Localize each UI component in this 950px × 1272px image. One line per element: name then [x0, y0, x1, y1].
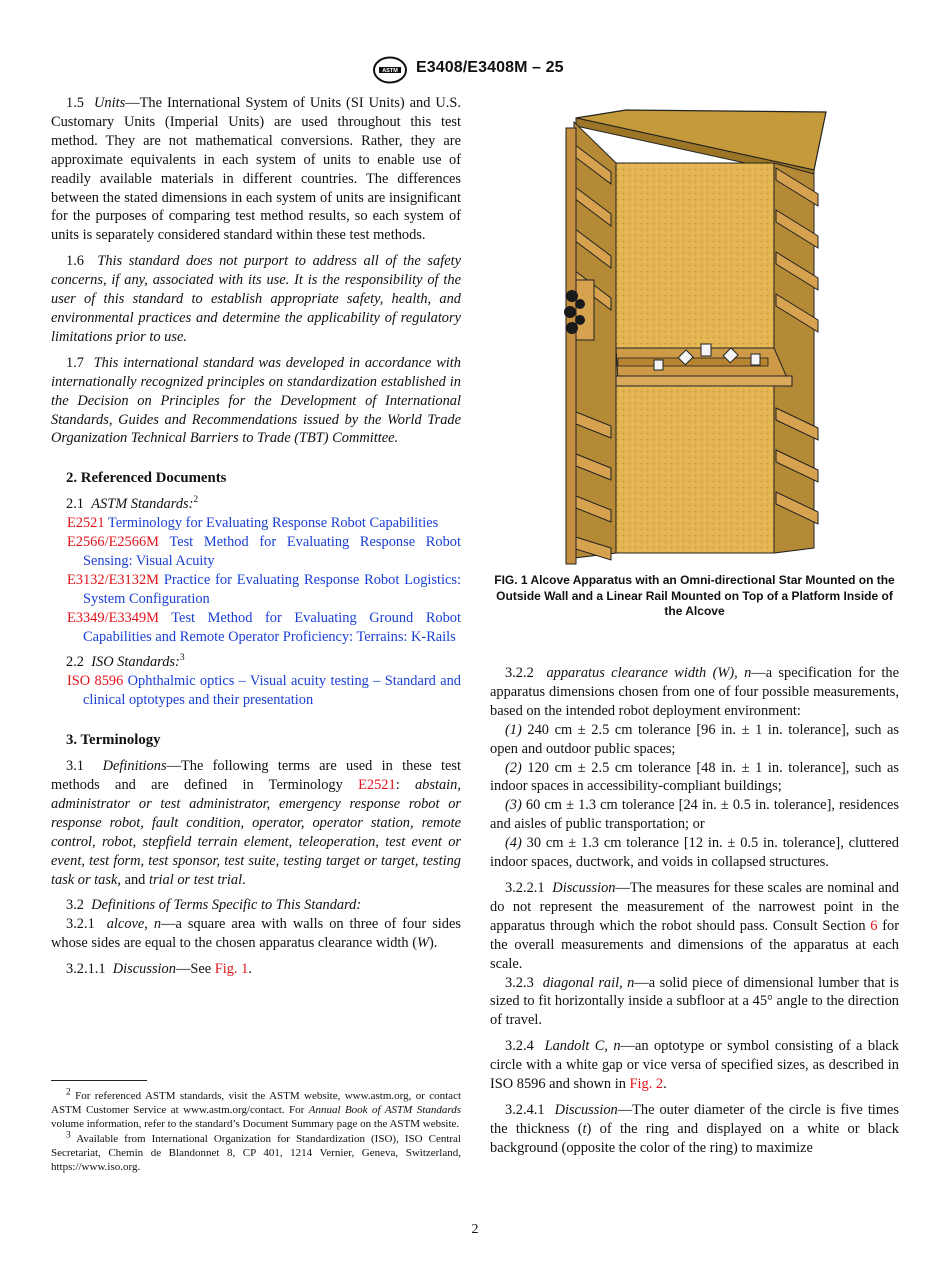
item-number: (4) — [505, 835, 522, 852]
paragraph-1-7: 1.7 This international standard was developed in accordance with internationally recognized principles on standardization established in the Decision on Principles for the Development of International Standards, Guides and Recommendations issued by the World Trade Organization Technical Barriers to Trade (TBT) Committee. — [51, 354, 461, 447]
clearance-width-item — [490, 796, 899, 834]
svg-text:ASTM: ASTM — [382, 68, 398, 75]
figure-2-link[interactable]: Fig. 2 — [629, 1076, 664, 1093]
subsection-2-1: 2.1 ASTM Standards:$^2$ — [66, 495, 199, 513]
reference-code-link[interactable]: E3132/E3132M — [67, 571, 159, 588]
page-header — [0, 56, 950, 84]
item-text: 30 cm ± 1.3 cm tolerance [12 in. ± 0.5 in. tolerance], cluttered indoor spaces, ductwork, and voids in collapsed structures. — [490, 835, 899, 871]
clearance-width-item — [490, 759, 899, 797]
footnote-2: $^2$ For referenced ASTM standards, visit the ASTM website, www.astm.org, or contact ASTM Customer Service at www.astm.org/contact. For Annual Book of ASTM Standards volume information, refer to the standard’s Document Summary page on the ASTM website. — [51, 1087, 462, 1131]
reference-title-link[interactable]: Test Method for Evaluating Ground Robot Capabilities and Remote Operator Proficiency: Terrains: K-Rails — [83, 609, 461, 645]
clearance-width-item — [490, 721, 899, 759]
item-text: 60 cm ± 1.3 cm tolerance [24 in. ± 0.5 in. tolerance], residences and aisles of public transportation; or — [490, 797, 899, 833]
footnote-rule — [51, 1080, 147, 1081]
paragraph-3-2-2-1: 3.2.2.1 Discussion—The measures for these scales are nominal and do not represent the measurement of the narrowest point in the apparatus through which the robot should pass. Consult Section 6 for the overall measurements and dimensions of the apparatus at each scale. — [490, 879, 899, 972]
item-number: (3) — [505, 797, 522, 814]
paragraph-3-2-2: 3.2.2 apparatus clearance width (W), n—a specification for the apparatus dimensions chosen from one of four possible measurements, based on the intended robot deployment environment: — [490, 665, 899, 719]
reference-title-link[interactable]: Practice for Evaluating Response Robot Logistics: System Configuration — [83, 571, 461, 607]
section-2-heading: 2. Referenced Documents — [66, 470, 227, 487]
alcove-apparatus-figure — [556, 108, 832, 566]
reference-code-link[interactable]: E2521 — [67, 515, 105, 532]
paragraph-3-2-1: 3.2.1 alcove, n—a square area with walls on three of four sides whose sides are equal to the chosen apparatus clearance width (W). — [51, 916, 461, 952]
footnotes — [51, 1089, 461, 1174]
clearance-width-list — [490, 721, 899, 872]
figure-1-link[interactable]: Fig. 1 — [214, 961, 249, 978]
figure-1-caption: FIG. 1 Alcove Apparatus with an Omni-directional Star Mounted on the Outside Wall and a Linear Rail Mounted on Top of a Platform Inside of the Alcove — [494, 573, 895, 619]
terminology-link-e2521[interactable]: E2521 — [358, 777, 396, 793]
item-text: 120 cm ± 2.5 cm tolerance [48 in. ± 1 in. tolerance], such as indoor spaces in accessibility-compliant buildings; — [490, 759, 899, 795]
clearance-width-item — [490, 834, 899, 872]
reference-code-link[interactable]: E3349/E3349M — [67, 609, 159, 626]
footnote-3: $^3$ Available from International Organization for Standardization (ISO), ISO Central Secretariat, Chemin de Blandonnet 8, CP 401, 1214 Vernier, Geneva, Switzerland, https://www.iso.org. — [51, 1129, 461, 1174]
section-6-link[interactable]: 6 — [870, 917, 878, 934]
reference-link-iso-8596[interactable]: ISO 8596 — [67, 673, 124, 690]
reference-title-iso-8596[interactable]: Ophthalmic optics – Visual acuity testing – Standard and clinical optotypes and their presentation — [83, 673, 461, 709]
reference-item — [51, 571, 461, 609]
astm-logo-icon — [372, 56, 408, 84]
standard-designation: E3408/E3408M – 25 — [416, 59, 564, 76]
item-number: (2) — [505, 759, 522, 776]
paragraph-1-5: 1.5 Units—The International System of Units (SI Units) and U.S. Customary Units (Imperial Units) are used throughout this test method. They are not mathematical conversions. Rather, they are approximate equivalents in each system of units to enable use of readily available materials in different countries. The differences between the stated dimensions in each system of units are insignificant for the purposes of comparing test method results, so each system of units is separately considered standard within these test methods. — [51, 95, 461, 244]
reference-title-link[interactable]: Test Method for Evaluating Response Robot Sensing: Visual Acuity — [83, 534, 461, 569]
paragraph-3-2-4-1: 3.2.4.1 Discussion—The outer diameter of the circle is five times the thickness (t) of the ring and displayed on a white or black background (opposite the color of the ring) to maximize — [490, 1101, 899, 1156]
paragraph-1-6: 1.6 This standard does not purport to address all of the safety concerns, if any, associated with its use. It is the responsibility of the user of this standard to establish appropriate safety, health, and environmental practices and determine the applicability of regulatory limitations prior to use. — [51, 253, 461, 345]
iso-reference — [51, 672, 461, 710]
page-number: 2 — [471, 1222, 479, 1237]
item-text: 240 cm ± 2.5 cm tolerance [96 in. ± 1 in. tolerance], such as open and outdoor public spaces; — [490, 721, 899, 757]
paragraph-3-2-4: 3.2.4 Landolt C, n—an optotype or symbol consisting of a black circle with a white gap or vice versa of specified sizes, as described in ISO 8596 and shown in Fig. 2. — [490, 1038, 899, 1093]
reference-code-link[interactable]: E2566/E2566M — [67, 534, 159, 551]
paragraph-3-1: 3.1 Definitions—The following terms are used in these test methods and are defined in Terminology E2521: abstain, administrator or test administrator, emergency response robot or response robot, fault condition, operator, operator station, remote control, robot, stepfield terrain element, teleoperation, test event or event, test form, test sponsor, test suite, testing target or target, testing task or task, and trial or test trial. — [51, 758, 461, 888]
astm-reference-list — [51, 514, 461, 646]
reference-title-link[interactable]: Terminology for Evaluating Response Robot Capabilities — [107, 515, 439, 532]
reference-item — [51, 609, 461, 647]
reference-item — [51, 514, 461, 533]
section-3-heading: 3. Terminology — [66, 732, 161, 749]
paragraph-3-2: 3.2 Definitions of Terms Specific to This Standard: — [66, 897, 362, 914]
subsection-2-2: 2.2 ISO Standards:$^3$ — [66, 653, 185, 671]
item-number: (1) — [505, 721, 522, 738]
right-column — [490, 664, 899, 1158]
left-column — [51, 94, 461, 979]
paragraph-3-2-3: 3.2.3 diagonal rail, n—a solid piece of dimensional lumber that is sized to fit horizontally inside a subfloor at a 45° angle to the direction of travel. — [490, 974, 900, 1029]
reference-item — [51, 533, 461, 571]
paragraph-3-2-1-1: 3.2.1.1 Discussion—See Fig. 1. — [66, 961, 252, 978]
